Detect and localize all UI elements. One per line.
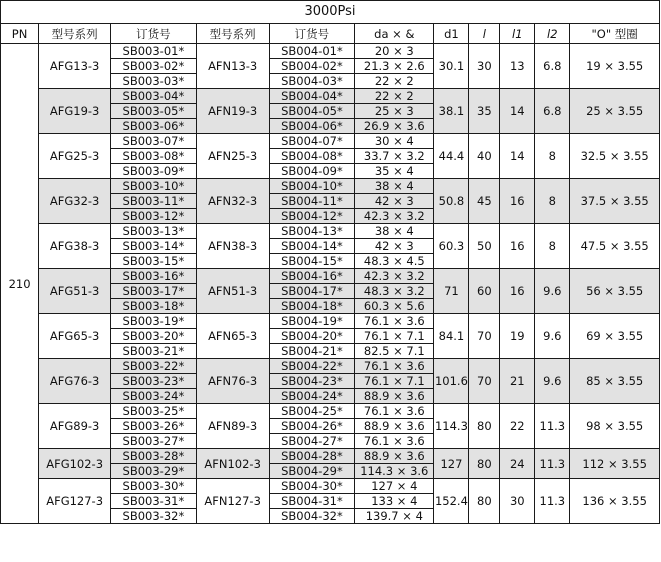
d1-cell: 101.6	[434, 359, 469, 404]
order-b-cell: SB004-09*	[269, 164, 354, 179]
oring-cell: 136 × 3.55	[570, 479, 660, 524]
series-a-cell: AFG89-3	[39, 404, 111, 449]
order-a-cell: SB003-24*	[111, 389, 196, 404]
table-row	[1, 404, 660, 419]
da-cell: 76.1 × 3.6	[355, 314, 434, 329]
series-a-cell: AFG13-3	[39, 44, 111, 89]
da-cell: 20 × 3	[355, 44, 434, 59]
series-b-cell: AFN13-3	[196, 44, 269, 89]
l-cell: 60	[469, 269, 500, 314]
da-cell: 38 × 4	[355, 224, 434, 239]
order-b-cell: SB004-11*	[269, 194, 354, 209]
order-a-cell: SB003-16*	[111, 269, 196, 284]
order-a-cell: SB003-09*	[111, 164, 196, 179]
l2-cell: 9.6	[535, 359, 570, 404]
header-series-a: 型号系列	[39, 24, 111, 44]
order-a-cell: SB003-07*	[111, 134, 196, 149]
order-a-cell: SB003-03*	[111, 74, 196, 89]
l1-cell: 14	[500, 134, 535, 179]
da-cell: 42 × 3	[355, 194, 434, 209]
da-cell: 76.1 × 3.6	[355, 404, 434, 419]
order-a-cell: SB003-26*	[111, 419, 196, 434]
da-cell: 76.1 × 7.1	[355, 374, 434, 389]
order-a-cell: SB003-21*	[111, 344, 196, 359]
series-a-cell: AFG19-3	[39, 89, 111, 134]
order-b-cell: SB004-20*	[269, 329, 354, 344]
series-b-cell: AFN51-3	[196, 269, 269, 314]
order-a-cell: SB003-14*	[111, 239, 196, 254]
table-row	[1, 359, 660, 374]
order-a-cell: SB003-06*	[111, 119, 196, 134]
l1-cell: 14	[500, 89, 535, 134]
table-row	[1, 314, 660, 329]
l1-cell: 30	[500, 479, 535, 524]
order-b-cell: SB004-07*	[269, 134, 354, 149]
l1-cell: 24	[500, 449, 535, 479]
l-cell: 50	[469, 224, 500, 269]
oring-cell: 112 × 3.55	[570, 449, 660, 479]
oring-cell: 56 × 3.55	[570, 269, 660, 314]
order-a-cell: SB003-12*	[111, 209, 196, 224]
series-b-cell: AFN19-3	[196, 89, 269, 134]
da-cell: 42 × 3	[355, 239, 434, 254]
oring-cell: 85 × 3.55	[570, 359, 660, 404]
da-cell: 22 × 2	[355, 74, 434, 89]
oring-cell: 69 × 3.55	[570, 314, 660, 359]
series-b-cell: AFN76-3	[196, 359, 269, 404]
d1-cell: 60.3	[434, 224, 469, 269]
table-row	[1, 179, 660, 194]
order-b-cell: SB004-03*	[269, 74, 354, 89]
l-cell: 35	[469, 89, 500, 134]
d1-cell: 152.4	[434, 479, 469, 524]
pn-value: 210	[1, 44, 39, 524]
order-a-cell: SB003-15*	[111, 254, 196, 269]
oring-cell: 19 × 3.55	[570, 44, 660, 89]
order-b-cell: SB004-08*	[269, 149, 354, 164]
header-da: da × &	[355, 24, 434, 44]
table-row	[1, 89, 660, 104]
header-series-b: 型号系列	[196, 24, 269, 44]
da-cell: 133 × 4	[355, 494, 434, 509]
da-cell: 21.3 × 2.6	[355, 59, 434, 74]
l2-cell: 6.8	[535, 44, 570, 89]
table-row	[1, 479, 660, 494]
l1-cell: 22	[500, 404, 535, 449]
order-b-cell: SB004-17*	[269, 284, 354, 299]
da-cell: 82.5 × 7.1	[355, 344, 434, 359]
table-row	[1, 44, 660, 59]
order-a-cell: SB003-11*	[111, 194, 196, 209]
l-cell: 40	[469, 134, 500, 179]
order-a-cell: SB003-29*	[111, 464, 196, 479]
header-l2: l2	[535, 24, 570, 44]
l-cell: 80	[469, 479, 500, 524]
oring-cell: 98 × 3.55	[570, 404, 660, 449]
da-cell: 139.7 × 4	[355, 509, 434, 524]
l2-cell: 11.3	[535, 449, 570, 479]
series-b-cell: AFN38-3	[196, 224, 269, 269]
order-a-cell: SB003-13*	[111, 224, 196, 239]
d1-cell: 71	[434, 269, 469, 314]
order-b-cell: SB004-21*	[269, 344, 354, 359]
order-a-cell: SB003-22*	[111, 359, 196, 374]
series-b-cell: AFN89-3	[196, 404, 269, 449]
order-b-cell: SB004-26*	[269, 419, 354, 434]
da-cell: 38 × 4	[355, 179, 434, 194]
order-a-cell: SB003-19*	[111, 314, 196, 329]
da-cell: 127 × 4	[355, 479, 434, 494]
da-cell: 114.3 × 3.6	[355, 464, 434, 479]
da-cell: 76.1 × 7.1	[355, 329, 434, 344]
order-a-cell: SB003-18*	[111, 299, 196, 314]
order-a-cell: SB003-27*	[111, 434, 196, 449]
da-cell: 48.3 × 3.2	[355, 284, 434, 299]
header-l1: l1	[500, 24, 535, 44]
order-b-cell: SB004-24*	[269, 389, 354, 404]
order-b-cell: SB004-23*	[269, 374, 354, 389]
order-b-cell: SB004-22*	[269, 359, 354, 374]
series-a-cell: AFG76-3	[39, 359, 111, 404]
l-cell: 30	[469, 44, 500, 89]
l-cell: 70	[469, 314, 500, 359]
l-cell: 70	[469, 359, 500, 404]
order-b-cell: SB004-14*	[269, 239, 354, 254]
order-b-cell: SB004-31*	[269, 494, 354, 509]
da-cell: 88.9 × 3.6	[355, 419, 434, 434]
order-b-cell: SB004-02*	[269, 59, 354, 74]
l2-cell: 8	[535, 134, 570, 179]
order-b-cell: SB004-29*	[269, 464, 354, 479]
header-oring: "O" 型圈	[570, 24, 660, 44]
da-cell: 76.1 × 3.6	[355, 434, 434, 449]
l2-cell: 11.3	[535, 404, 570, 449]
order-b-cell: SB004-06*	[269, 119, 354, 134]
order-a-cell: SB003-04*	[111, 89, 196, 104]
order-b-cell: SB004-27*	[269, 434, 354, 449]
order-a-cell: SB003-02*	[111, 59, 196, 74]
l2-cell: 6.8	[535, 89, 570, 134]
d1-cell: 44.4	[434, 134, 469, 179]
series-a-cell: AFG102-3	[39, 449, 111, 479]
d1-cell: 30.1	[434, 44, 469, 89]
table-row	[1, 134, 660, 149]
series-b-cell: AFN25-3	[196, 134, 269, 179]
order-b-cell: SB004-28*	[269, 449, 354, 464]
oring-cell: 32.5 × 3.55	[570, 134, 660, 179]
table-row	[1, 449, 660, 464]
l-cell: 80	[469, 449, 500, 479]
l1-cell: 16	[500, 269, 535, 314]
order-a-cell: SB003-30*	[111, 479, 196, 494]
da-cell: 22 × 2	[355, 89, 434, 104]
order-a-cell: SB003-10*	[111, 179, 196, 194]
da-cell: 88.9 × 3.6	[355, 389, 434, 404]
l2-cell: 8	[535, 224, 570, 269]
order-a-cell: SB003-01*	[111, 44, 196, 59]
l1-cell: 19	[500, 314, 535, 359]
header-l: l	[469, 24, 500, 44]
series-b-cell: AFN65-3	[196, 314, 269, 359]
order-b-cell: SB004-25*	[269, 404, 354, 419]
l1-cell: 21	[500, 359, 535, 404]
d1-cell: 84.1	[434, 314, 469, 359]
order-a-cell: SB003-23*	[111, 374, 196, 389]
da-cell: 25 × 3	[355, 104, 434, 119]
header-d1: d1	[434, 24, 469, 44]
table-row	[1, 269, 660, 284]
order-b-cell: SB004-10*	[269, 179, 354, 194]
order-a-cell: SB003-28*	[111, 449, 196, 464]
order-b-cell: SB004-30*	[269, 479, 354, 494]
header-order-a: 订货号	[111, 24, 196, 44]
da-cell: 76.1 × 3.6	[355, 359, 434, 374]
da-cell: 42.3 × 3.2	[355, 209, 434, 224]
order-b-cell: SB004-18*	[269, 299, 354, 314]
l-cell: 80	[469, 404, 500, 449]
oring-cell: 37.5 × 3.55	[570, 179, 660, 224]
order-b-cell: SB004-04*	[269, 89, 354, 104]
order-a-cell: SB003-31*	[111, 494, 196, 509]
d1-cell: 127	[434, 449, 469, 479]
l2-cell: 9.6	[535, 269, 570, 314]
da-cell: 26.9 × 3.6	[355, 119, 434, 134]
series-a-cell: AFG38-3	[39, 224, 111, 269]
da-cell: 33.7 × 3.2	[355, 149, 434, 164]
da-cell: 30 × 4	[355, 134, 434, 149]
table-row	[1, 224, 660, 239]
d1-cell: 50.8	[434, 179, 469, 224]
order-a-cell: SB003-20*	[111, 329, 196, 344]
order-b-cell: SB004-05*	[269, 104, 354, 119]
header-pn: PN	[1, 24, 39, 44]
order-b-cell: SB004-15*	[269, 254, 354, 269]
series-a-cell: AFG32-3	[39, 179, 111, 224]
order-a-cell: SB003-25*	[111, 404, 196, 419]
oring-cell: 47.5 × 3.55	[570, 224, 660, 269]
order-b-cell: SB004-01*	[269, 44, 354, 59]
table-title: 3000Psi	[1, 1, 660, 24]
series-a-cell: AFG127-3	[39, 479, 111, 524]
series-a-cell: AFG25-3	[39, 134, 111, 179]
da-cell: 88.9 × 3.6	[355, 449, 434, 464]
order-b-cell: SB004-16*	[269, 269, 354, 284]
d1-cell: 38.1	[434, 89, 469, 134]
order-a-cell: SB003-17*	[111, 284, 196, 299]
series-b-cell: AFN32-3	[196, 179, 269, 224]
order-a-cell: SB003-05*	[111, 104, 196, 119]
series-a-cell: AFG65-3	[39, 314, 111, 359]
header-order-b: 订货号	[269, 24, 354, 44]
order-b-cell: SB004-19*	[269, 314, 354, 329]
order-a-cell: SB003-32*	[111, 509, 196, 524]
order-b-cell: SB004-12*	[269, 209, 354, 224]
l-cell: 45	[469, 179, 500, 224]
da-cell: 48.3 × 4.5	[355, 254, 434, 269]
order-b-cell: SB004-13*	[269, 224, 354, 239]
l1-cell: 16	[500, 179, 535, 224]
d1-cell: 114.3	[434, 404, 469, 449]
l2-cell: 8	[535, 179, 570, 224]
l1-cell: 13	[500, 44, 535, 89]
da-cell: 60.3 × 5.6	[355, 299, 434, 314]
l2-cell: 11.3	[535, 479, 570, 524]
series-b-cell: AFN127-3	[196, 479, 269, 524]
order-b-cell: SB004-32*	[269, 509, 354, 524]
series-a-cell: AFG51-3	[39, 269, 111, 314]
order-a-cell: SB003-08*	[111, 149, 196, 164]
l1-cell: 16	[500, 224, 535, 269]
da-cell: 35 × 4	[355, 164, 434, 179]
da-cell: 42.3 × 3.2	[355, 269, 434, 284]
l2-cell: 9.6	[535, 314, 570, 359]
oring-cell: 25 × 3.55	[570, 89, 660, 134]
series-b-cell: AFN102-3	[196, 449, 269, 479]
